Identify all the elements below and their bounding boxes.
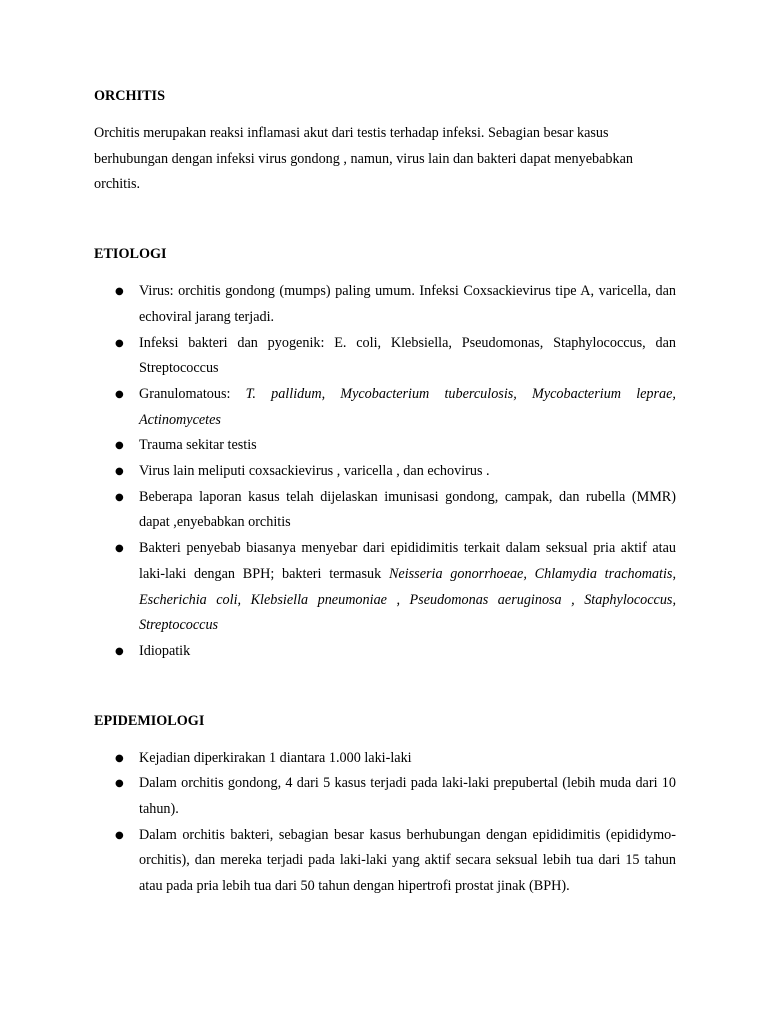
heading-epidemiologi: EPIDEMIOLOGI <box>94 712 205 729</box>
etiologi-virus: Virus: orchitis gondong (mumps) paling umum. Infeksi Coxsackievirus tipe A, varicella, dan echoviral jarang terjadi. <box>139 283 676 325</box>
etiologi-granulomatous-label: Granulomatous: <box>139 385 246 402</box>
list-item <box>94 823 676 900</box>
bullet-icon: ● <box>115 388 124 400</box>
etiologi-bakteri: Infeksi bakteri dan pyogenik: E. coli, Klebsiella, Pseudomonas, Staphylococcus, dan Streptococcus <box>139 334 676 377</box>
document-page <box>94 87 676 900</box>
etiologi-idiopatik: Idiopatik <box>139 642 191 659</box>
etiologi-penyebab-organisms: Neisseria gonorrhoeae, Chlamydia trachomatis, Escherichia coli, Klebsiella pneumoniae , Pseudomonas aeruginosa , Staphylococcus, Streptococcus <box>139 565 676 634</box>
orchitis-paragraph: Orchitis merupakan reaksi inflamasi akut dari testis terhadap infeksi. Sebagian besar kasus berhubungan dengan infeksi virus gondong , namun, virus lain dan bakteri dapat menyebabkan orchitis. <box>94 125 633 193</box>
bullet-icon: ● <box>115 543 124 555</box>
bullet-icon: ● <box>115 466 124 478</box>
bullet-icon: ● <box>115 752 124 764</box>
list-item <box>94 536 676 639</box>
epidemiologi-kejadian: Kejadian diperkirakan 1 diantara 1.000 laki-laki <box>139 749 412 766</box>
bullet-icon: ● <box>115 778 124 790</box>
etiologi-trauma: Trauma sekitar testis <box>139 437 257 454</box>
etiologi-granulomatous-organisms: T. pallidum, Mycobacterium tuberculosis, Mycobacterium leprae, Actinomycetes <box>139 385 676 428</box>
list-item <box>94 433 676 459</box>
list-item <box>94 331 676 382</box>
bullet-icon: ● <box>115 440 124 452</box>
list-item <box>94 279 676 330</box>
list-item <box>94 639 676 665</box>
bullet-icon: ● <box>115 337 124 349</box>
etiologi-penyebab-text: Bakteri penyebab biasanya menyebar dari epididimitis terkait dalam seksual pria aktif atau laki-laki dengan BPH; bakteri termasuk <box>139 540 676 582</box>
epidemiologi-bakteri: Dalam orchitis bakteri, sebagian besar kasus berhubungan dengan epididimitis (epididymo-orchitis), dan mereka terjadi pada laki-laki yang aktif secara seksual lebih tua dari 15 tahun atau pada pria lebih tua dari 50 tahun dengan hipertrofi prostat jinak (BPH). <box>139 826 676 895</box>
heading-orchitis: ORCHITIS <box>94 88 165 104</box>
etiologi-virus-lain: Virus lain meliputi coxsackievirus , varicella , dan echovirus . <box>139 463 490 480</box>
list-item <box>94 459 676 485</box>
bullet-icon: ● <box>115 829 124 841</box>
etiologi-list <box>94 279 676 665</box>
heading-etiologi: ETIOLOGI <box>94 246 167 263</box>
list-item <box>94 485 676 536</box>
epidemiologi-list <box>94 746 676 900</box>
epidemiologi-gondong: Dalam orchitis gondong, 4 dari 5 kasus terjadi pada laki-laki prepubertal (lebih muda dari 10 tahun). <box>139 775 676 818</box>
list-item <box>94 382 676 433</box>
list-item <box>94 746 676 772</box>
bullet-icon: ● <box>115 491 124 503</box>
list-item <box>94 771 676 822</box>
bullet-icon: ● <box>115 645 124 657</box>
etiologi-imunisasi: Beberapa laporan kasus telah dijelaskan imunisasi gondong, campak, dan rubella (MMR) dapat ,enyebabkan orchitis <box>139 488 676 531</box>
bullet-icon: ● <box>115 286 124 298</box>
